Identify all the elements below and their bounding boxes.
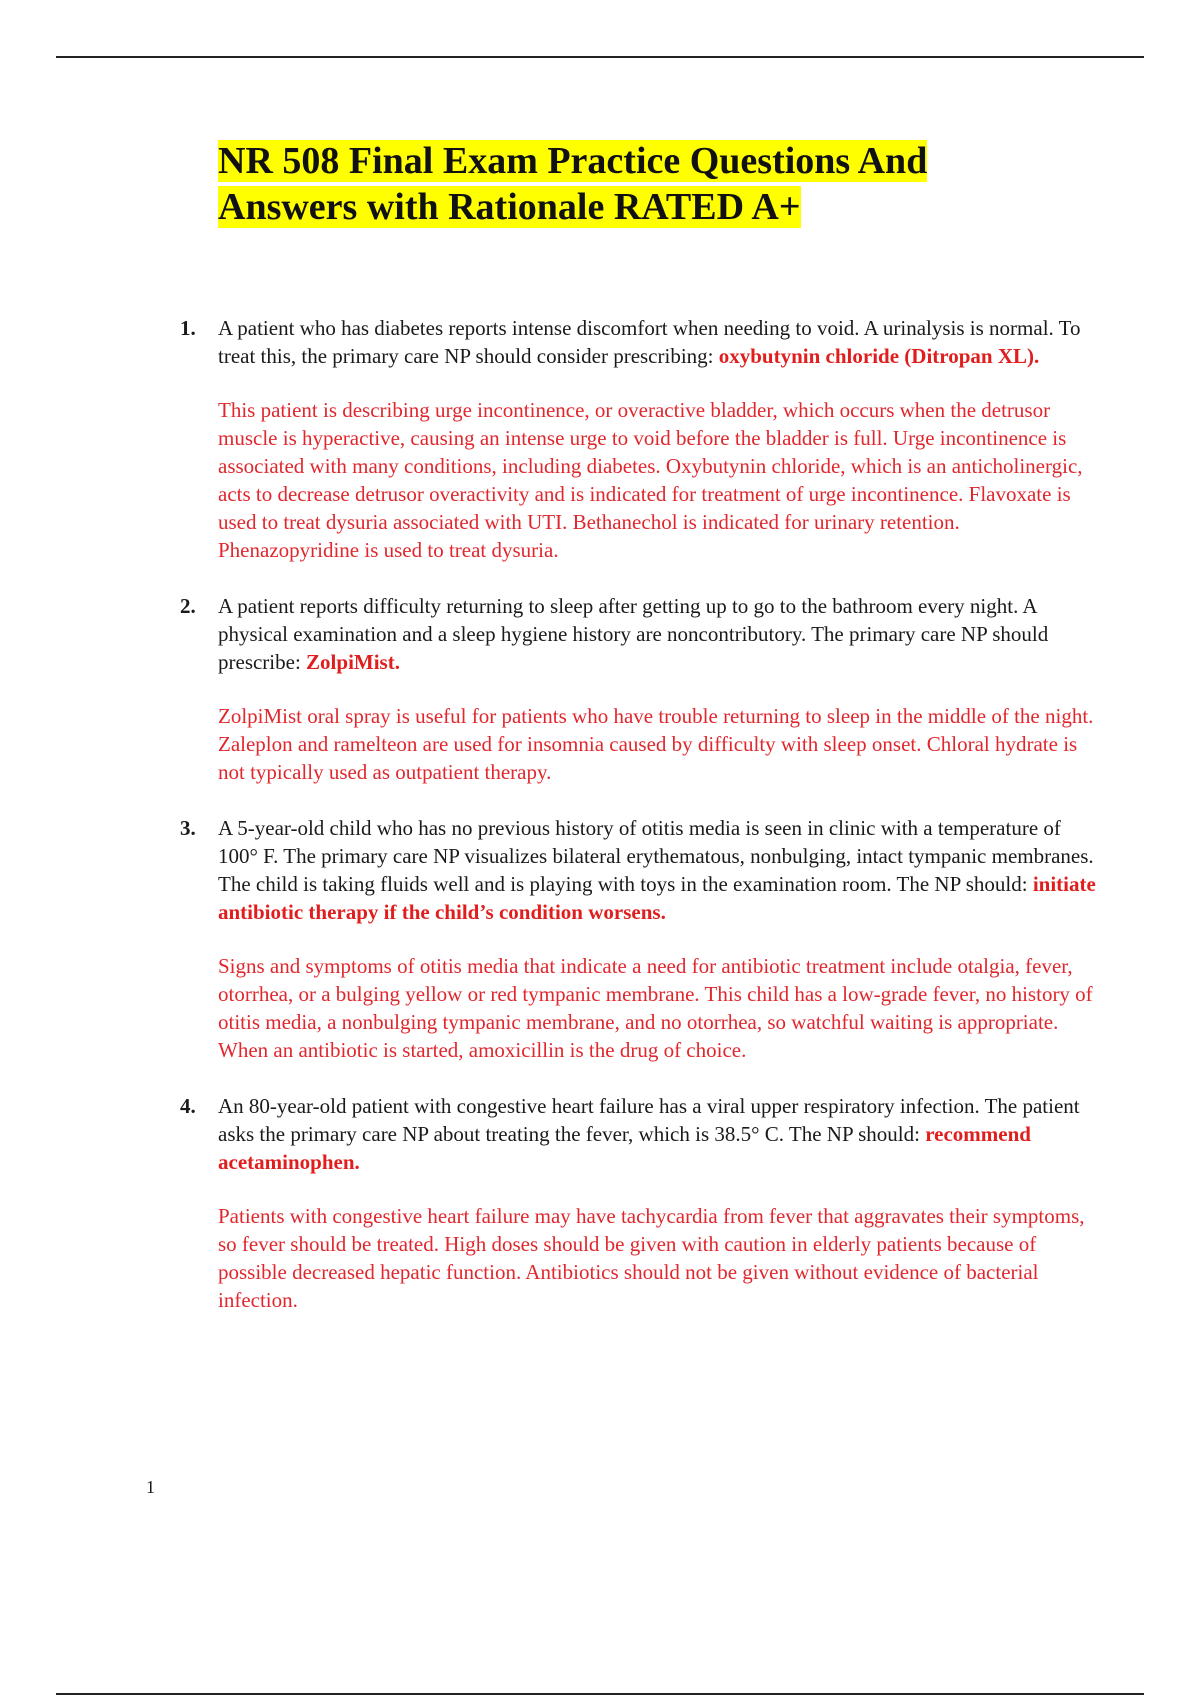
document-title bbox=[218, 138, 1118, 230]
question-item-2 bbox=[178, 592, 1098, 786]
question-stem-text: A patient who has diabetes reports intense discomfort when needing to void. A urinalysis is normal. To treat this, the primary care NP should consider prescribing: bbox=[218, 316, 1081, 368]
question-rationale: Signs and symptoms of otitis media that indicate a need for antibiotic treatment include otalgia, fever, otorrhea, or a bulging yellow or red tympanic membrane. This child has a low-grade fever, no history of otitis media, a nonbulging tympanic membrane, and no otorrhea, so watchful waiting is appropriate. When an antibiotic is started, amoxicillin is the drug of choice. bbox=[218, 954, 1093, 1062]
question-stem bbox=[218, 814, 1098, 926]
title-line-1: NR 508 Final Exam Practice Questions And bbox=[218, 140, 928, 182]
page-number: 1 bbox=[146, 1477, 155, 1497]
question-answer: ZolpiMist. bbox=[306, 650, 400, 674]
question-number: 1. bbox=[180, 316, 196, 340]
question-stem-text: An 80-year-old patient with congestive heart failure has a viral upper respiratory infection. The patient asks the primary care NP about treating the fever, which is 38.5° C. The NP should: bbox=[218, 1094, 1080, 1146]
question-stem bbox=[218, 314, 1098, 370]
question-answer: initiate antibiotic therapy if the child’s condition worsens. bbox=[218, 872, 1096, 924]
title-line-2: Answers with Rationale RATED A+ bbox=[218, 186, 801, 228]
question-rationale: ZolpiMist oral spray is useful for patients who have trouble returning to sleep in the middle of the night. Zaleplon and ramelteon are used for insomnia caused by difficulty with sleep onset. Chloral hydrate is not typically used as outpatient therapy. bbox=[218, 704, 1094, 784]
question-rationale: Patients with congestive heart failure may have tachycardia from fever that aggravates their symptoms, so fever should be treated. High doses should be given with caution in elderly patients because of possible decreased hepatic function. Antibiotics should not be given without evidence of bacterial infection. bbox=[218, 1204, 1085, 1312]
question-stem-text: A 5-year-old child who has no previous history of otitis media is seen in clinic with a temperature of 100° F. The primary care NP visualizes bilateral erythematous, nonbulging, intact tympanic membranes. The child is taking fluids well and is playing with toys in the examination room. The NP should: bbox=[218, 816, 1094, 896]
question-item-1 bbox=[178, 314, 1098, 564]
question-list bbox=[178, 314, 1098, 1342]
question-number: 4. bbox=[180, 1094, 196, 1118]
question-item-4 bbox=[178, 1092, 1098, 1314]
question-stem-text: A patient reports difficulty returning to sleep after getting up to go to the bathroom every night. A physical examination and a sleep hygiene history are noncontributory. The primary care NP should prescribe: bbox=[218, 594, 1049, 674]
question-rationale: This patient is describing urge incontinence, or overactive bladder, which occurs when the detrusor muscle is hyperactive, causing an intense urge to void before the bladder is full. Urge incontinence is associated with many conditions, including diabetes. Oxybutynin chloride, which is an anticholinergic, acts to decrease detrusor overactivity and is indicated for treatment of urge incontinence. Flavoxate is used to treat dysuria associated with UTI. Bethanechol is indicated for urinary retention. Phenazopyridine is used to treat dysuria. bbox=[218, 398, 1083, 562]
bottom-rule bbox=[56, 1693, 1144, 1695]
question-stem bbox=[218, 1092, 1098, 1176]
question-number: 2. bbox=[180, 594, 196, 618]
question-stem bbox=[218, 592, 1098, 676]
question-answer: recommend acetaminophen. bbox=[218, 1122, 1031, 1174]
question-item-3 bbox=[178, 814, 1098, 1064]
question-number: 3. bbox=[180, 816, 196, 840]
question-answer: oxybutynin chloride (Ditropan XL). bbox=[718, 344, 1040, 368]
top-rule bbox=[56, 56, 1144, 58]
